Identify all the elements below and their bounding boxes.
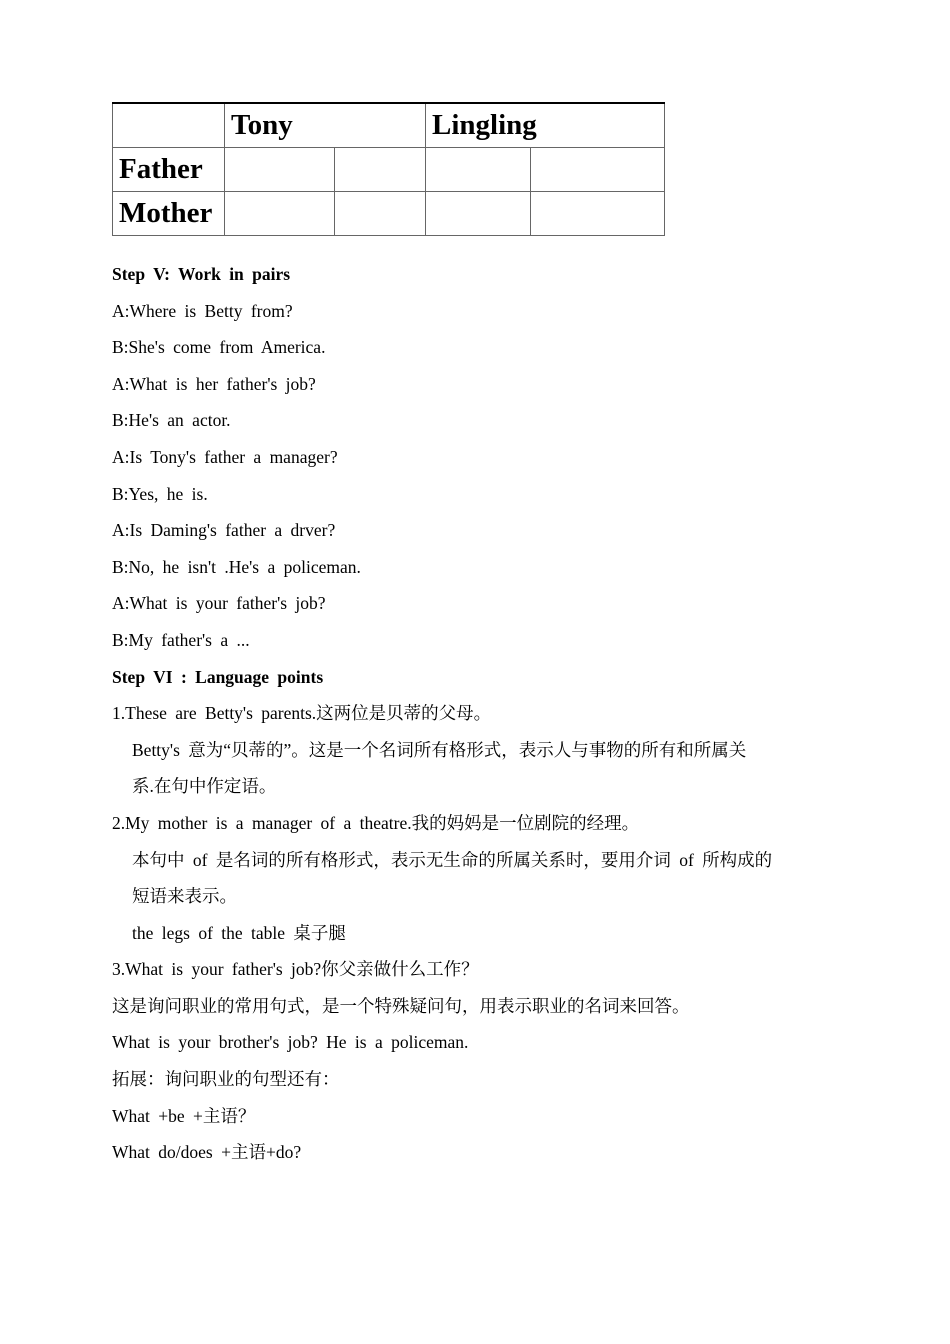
header-cell [113,103,225,148]
text-line: the legs of the table 桌子腿 [132,922,346,943]
header-cell-lingling: Lingling [426,103,665,148]
text-line: 1.These are Betty's parents.这两位是贝蒂的父母。 [112,703,492,724]
text-line: What is your brother's job? He is a policeman. [112,1032,469,1053]
section-heading: Step V: Work in pairs [112,264,291,284]
text-line: A:Where is Betty from? [112,300,293,321]
text-line: 短语来表示。 [132,886,237,907]
text-line: B:My father's a ... [112,629,250,650]
table-cell [225,148,335,192]
table-cell [335,192,426,236]
section-heading: Step VI : Language points [112,666,324,687]
text-line: What +be +主语？ [112,1105,256,1126]
text-line: B:She's come from America. [112,337,326,358]
document-body [112,256,852,1171]
table-row [113,148,665,192]
text-line: A:What is her father's job? [112,373,316,394]
text-line: A:Is Tony's father a manager? [112,446,338,467]
text-line: 3.What is your father's job?你父亲做什么工作？ [112,959,479,980]
table-header-row [113,103,665,148]
text-line: 本句中 of 是名词的所有格形式，表示无生命的所属关系时，要用介词 of 所构成的 [132,849,773,870]
text-line: B:He's an actor. [112,410,231,431]
table-cell [426,192,531,236]
table-cell [335,148,426,192]
text-line: B:Yes, he is. [112,483,208,504]
table-cell [225,192,335,236]
table-cell [531,192,665,236]
text-line: 拓展：询问职业的句型还有： [112,1069,340,1090]
row-label: Father [113,148,225,192]
row-label: Mother [113,192,225,236]
text-line: What do/does +主语+do? [112,1142,302,1163]
header-cell-tony: Tony [225,103,426,148]
text-line: 2.My mother is a manager of a theatre.我的妈妈是一位剧院的经理。 [112,812,640,833]
table-row [113,192,665,236]
text-line: B:No, he isn't .He's a policeman. [112,556,361,577]
table-cell [531,148,665,192]
text-line: Betty's 意为“贝蒂的”。这是一个名词所有格形式，表示人与事物的所有和所属关 [132,739,747,760]
parents-table [112,102,665,236]
text-line: A:What is your father's job? [112,593,326,614]
text-line: A:Is Daming's father a drver? [112,520,336,541]
table-cell [426,148,531,192]
text-line: 这是询问职业的常用句式，是一个特殊疑问句，用表示职业的名词来回答。 [112,995,690,1016]
text-line: 系.在句中作定语。 [132,776,277,797]
